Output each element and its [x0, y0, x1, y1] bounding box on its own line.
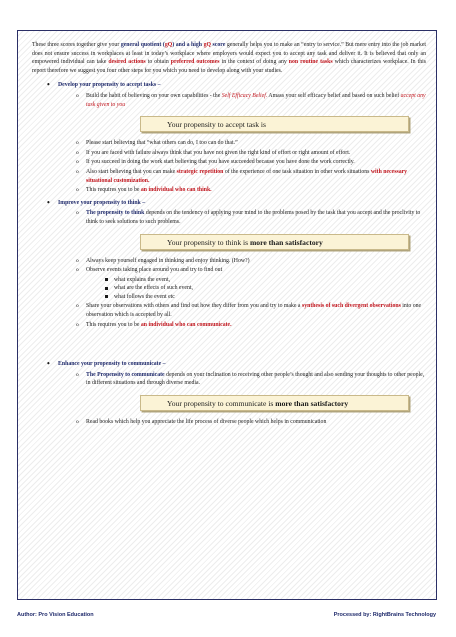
accept-item-5	[32, 186, 426, 195]
accept-subpoint	[32, 92, 426, 109]
communicate-sub-text: depends on your inclination to receiving other people’s thought and also sending your thoughts to other people, in different situations and through diverse media.	[86, 371, 425, 387]
section-spacer	[32, 330, 426, 356]
think-bullet-3: what follows the event etc	[32, 293, 426, 302]
accept-item-3: o If you succeed in doing the work start believing that you have succeeded because you have done the work correctly.	[32, 158, 426, 167]
page-frame	[17, 30, 437, 600]
think-item-1: o Always keep yourself engaged in thinking and enjoy thinking. (How?)	[32, 257, 426, 266]
intro-paragraph	[32, 41, 426, 75]
accept-item-2: o If you are faced with failure always think that you have not given the right kind of effort or right amount of effort.	[32, 149, 426, 158]
think-item-4-text: This requires you to be	[86, 321, 141, 328]
section-think-heading: • Improve your propensity to think –	[32, 199, 426, 208]
think-bullet-1: what explains the event,	[32, 276, 426, 285]
propensity-to-communicate: The Propensity to communicate	[86, 371, 165, 378]
think-item-3	[32, 302, 426, 319]
intro-score: score	[210, 42, 226, 48]
accept-result-banner	[140, 116, 409, 132]
intro-text-2: generally helps you to make an “entry to service.” But mere entry into the job market does not ensure success in workplaces at least in today’s workplace where employers would expect you to accept any task and deliver it. It is believed that only an empowered individual can take	[32, 42, 427, 66]
communicate-result-text: Your propensity to communicate is	[167, 399, 276, 409]
intro-text-3: to obtain	[145, 59, 171, 66]
communicate-result-level: more than satisfactory	[275, 399, 349, 409]
communicate-result-banner	[140, 395, 409, 411]
footer-processor: Processed by: RightBrains Technology	[333, 612, 436, 618]
situational-customization: with necessary situational customization.	[86, 168, 408, 184]
synthesis-of-observations: synthesis of such divergent observations	[301, 303, 401, 310]
think-result-level: more than satisfactory	[249, 237, 323, 247]
footer-author: Author: Pro Vision Education	[17, 612, 94, 618]
think-subpoint	[32, 209, 426, 226]
individual-who-can-communicate: an individual who can communicate.	[140, 321, 232, 328]
self-efficacy-belief: Self Efficacy Belief.	[221, 92, 268, 99]
intro-desired-actions: desired actions	[108, 59, 146, 66]
accept-item-4	[32, 168, 426, 185]
intro-text-5: which characterizes workplace. In this report therefore we suggest you four other steps for you which you need to develop along with your studies.	[32, 59, 426, 74]
intro-non-routine-tasks: non routine tasks	[288, 59, 333, 66]
think-item-3-text: Share your observations with others and find out how they differ from you and try to make a	[86, 303, 302, 310]
accept-result-text: Your propensity to accept task is	[167, 120, 266, 130]
communicate-subpoint	[32, 371, 426, 388]
propensity-to-think: The propensity to think	[86, 210, 145, 217]
think-item-3-text-2: into one observation which is accepted by all.	[86, 303, 422, 319]
section-communicate-heading: • Enhance your propensity to communicate –	[32, 360, 426, 369]
communicate-item-1: o Read books which help you appreciate the life process of diverse people which helps in communication	[32, 418, 426, 427]
report-body	[32, 41, 426, 428]
think-bullet-2: what are the effects of such event,	[32, 284, 426, 293]
accept-item-1: o Please start believing that “what others can do, I too can do that.”	[32, 139, 426, 148]
think-result-banner	[140, 234, 409, 250]
accept-sub-text-2: Amass your self efficacy belief and based on such belief	[267, 92, 401, 99]
strategic-repetition: strategic repetition	[176, 168, 224, 175]
accept-item-4-text: Also start believing that you can make	[86, 168, 177, 175]
intro-gq-2: gQ	[203, 42, 211, 48]
intro-general-quotient: general quotient (	[120, 42, 165, 48]
intro-gq: gQ	[164, 42, 173, 48]
intro-preferred-outcomes: preferred outcomes	[170, 59, 220, 66]
intro-text: These three scores together give your	[32, 42, 121, 48]
accept-item-4-text-2: of the experience of one task situation in other work situations	[223, 168, 371, 175]
think-item-2: o Observe events taking place around you and try to find out	[32, 266, 426, 275]
think-result-text: Your propensity to think is	[167, 237, 250, 247]
intro-and-high: ) and a high	[172, 42, 204, 48]
section-accept-heading: • Develop your propensity to accept tasks –	[32, 81, 426, 90]
intro-text-4: in the context of doing any	[219, 59, 289, 66]
accept-any-task: accept any task given to you	[86, 92, 426, 108]
think-item-4	[32, 321, 426, 330]
individual-who-can-think: an individual who can think.	[140, 187, 212, 194]
accept-item-5-text: This requires you to be	[86, 187, 141, 194]
think-sub-text: depends on the tendency of applying your mind to the problems posed by the task that you accept and the proclivity to think to seek solutions to such problems.	[86, 210, 421, 225]
accept-sub-text: Build the habit of believing on your own capabilities - the	[86, 92, 222, 99]
